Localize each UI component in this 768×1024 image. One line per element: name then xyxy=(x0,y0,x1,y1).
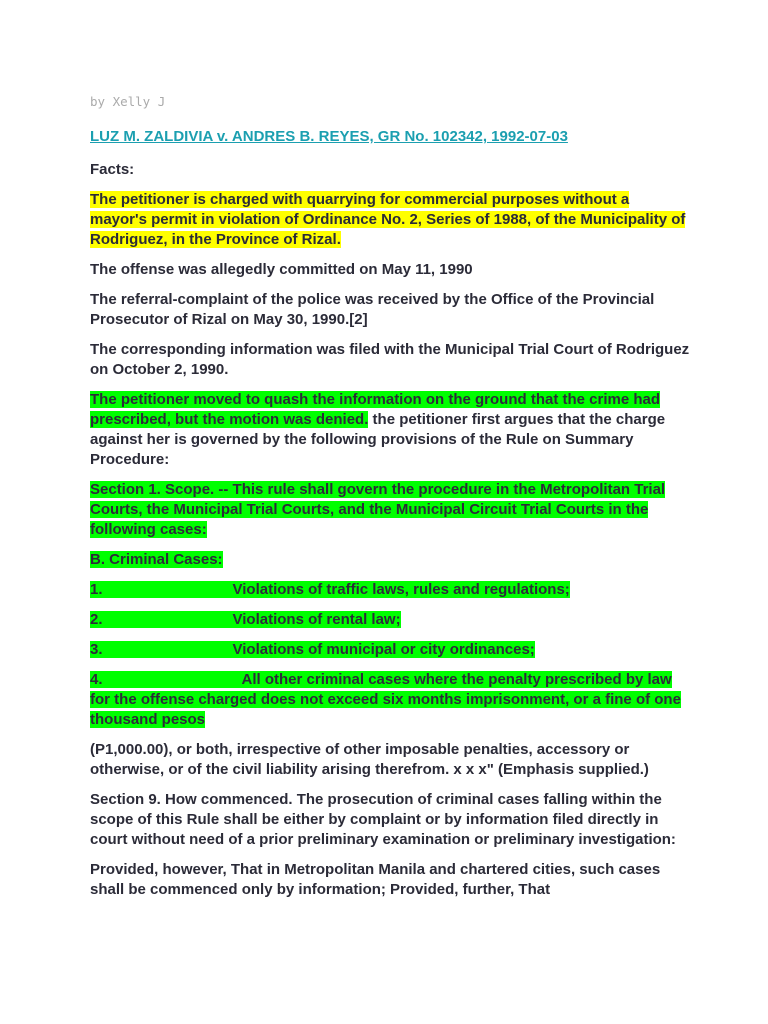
highlight-green xyxy=(90,611,401,628)
highlight-green xyxy=(90,641,535,658)
list-item xyxy=(90,580,690,600)
motion-rest-text: the petitioner first argues that the charge against her is governed by the following provisions of the Rule on Summary Procedure: xyxy=(90,411,666,468)
paragraph-information-filed: The corresponding information was filed with the Municipal Trial Court of Rodriguez on October 2, 1990. xyxy=(90,341,690,378)
list-item-number: 3. xyxy=(90,641,103,658)
list-item xyxy=(90,640,690,660)
section-1-scope xyxy=(90,480,690,540)
paragraph-proviso: Provided, however, That in Metropolitan Manila and chartered cities, such cases shall be commenced only by information; Provided, further, That xyxy=(90,861,661,898)
section-9-commenced: Section 9. How commenced. The prosecution of criminal cases falling within the scope of this Rule shall be either by complaint or by information filed directly in court without need of a prior preliminary examination or preliminary investigation: xyxy=(90,791,676,848)
case-title-link[interactable]: LUZ M. ZALDIVIA v. ANDRES B. REYES, GR No. 102342, 1992-07-03 xyxy=(90,128,568,145)
list-item-text: Violations of rental law; xyxy=(232,611,401,628)
highlight-yellow: The petitioner is charged with quarrying for commercial purposes without a mayor's permit in violation of Ordinance No. 2, Series of 1988, of the Municipality of Rodriguez, in the Province of Rizal. xyxy=(90,191,686,248)
highlight-green: Section 1. Scope. -- This rule shall govern the procedure in the Metropolitan Trial Courts, the Municipal Trial Courts, and the Municipal Circuit Trial Courts in the following cases: xyxy=(90,481,666,538)
criminal-cases-heading xyxy=(90,550,690,570)
list-item-text: All other criminal cases where the penalty xyxy=(241,671,541,688)
highlight-green: B. Criminal Cases: xyxy=(90,551,223,568)
highlight-green xyxy=(90,581,570,598)
list-item xyxy=(90,610,690,630)
list-item-number: 4. xyxy=(90,671,103,688)
list-item-4 xyxy=(90,670,690,730)
highlight-green xyxy=(90,671,681,728)
list-item-text: Violations of municipal or city ordinances; xyxy=(232,641,535,658)
highlight-green: The petitioner moved to quash the information on the ground that the crime had prescribed, but the motion was denied. xyxy=(90,391,661,428)
list-item-number: 2. xyxy=(90,611,103,628)
list-item-text: Violations of traffic laws, rules and regulations; xyxy=(232,581,570,598)
document-body xyxy=(90,160,690,910)
facts-heading: Facts: xyxy=(90,161,135,178)
paragraph-penalty: (P1,000.00), or both, irrespective of other imposable penalties, accessory or otherwise, or of the civil liability arising therefrom. x x x" (Emphasis supplied.) xyxy=(90,741,649,778)
list-item-text-continued: prescribed by law for the offense charged does not exceed six months imprisonment, or a fine of one thousand pesos xyxy=(90,671,681,728)
paragraph-offense-date: The offense was allegedly committed on May 11, 1990 xyxy=(90,261,473,278)
author-byline: by Xelly J xyxy=(90,94,166,109)
paragraph-charge xyxy=(90,190,690,250)
paragraph-referral: The referral-complaint of the police was received by the Office of the Provincial Prosecutor of Rizal on May 30, 1990.[2] xyxy=(90,291,655,328)
list-item-number: 1. xyxy=(90,581,103,598)
paragraph-motion xyxy=(90,390,690,470)
